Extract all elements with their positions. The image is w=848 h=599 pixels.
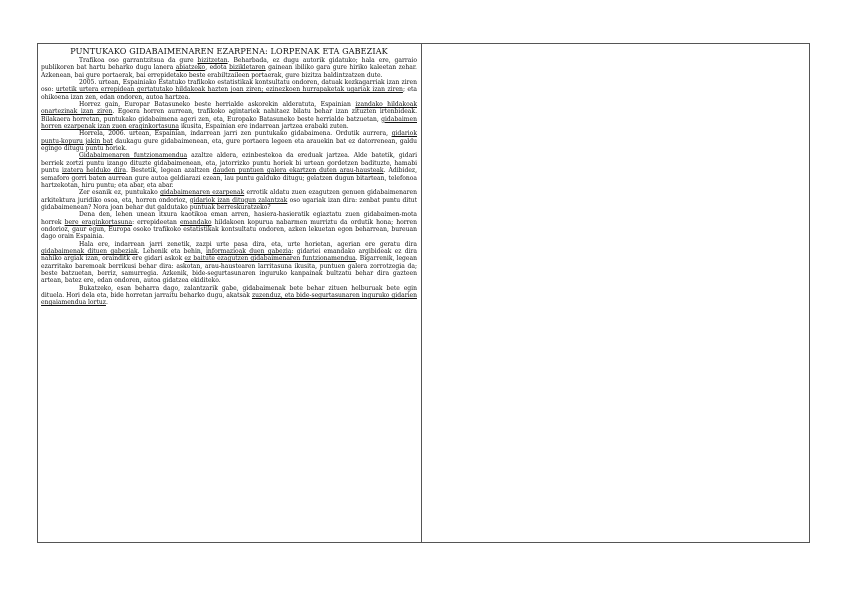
text-run: gainean ibiliko gara gure hiriko kaleetan zehar. Azkenean, bai gure portaerak, bai errepidetako beste erabiltzaileen portaerak, gure bizitza baldintzatzen dute. <box>41 64 417 79</box>
paragraph <box>41 130 417 152</box>
paragraph <box>41 285 417 307</box>
underlined-phrase: izatera helduko dira <box>61 167 126 175</box>
text-run: . Egoera horren aurrean, trafikoko agintariek nahitaez bilatu behar izan zituzten irtenbideak. Bilakaera horretan, puntukako gidabaimena ageri zen, eta, Europako Batasuneko beste herrialde batzuetan, <box>41 108 417 123</box>
text-run: . Lehenik eta behin, <box>137 247 206 255</box>
text-run: . Adibidez, semaforo gorri baten aurrean gure autoa geldiarazi ezean, lau puntu galduko ditugu; gelatzen dugun bitartean, telefonoa hartzekotan, hiru puntu; eta abar, eta abar. <box>41 167 418 189</box>
underlined-phrase: informazioak duen gabezia <box>206 247 292 255</box>
paragraph <box>41 79 417 101</box>
paragraph <box>41 57 417 79</box>
underlined-phrase: zuzenduz, eta bide-segurtasunaren inguruko gidarien engaiamendua lortuz <box>41 292 417 307</box>
text-run: oso ugariak izan dira: zenbat puntu ditut gidabaimenean? Nora joan behar dut galdutako puntuak berreskuratzeko? <box>41 196 418 211</box>
text-run: errotik aldatu zuen ezagutzen genuen gidabaimenaren arkitektura juridiko osoa, eta, horren ondorioz, <box>41 189 417 204</box>
document-title: PUNTUKAKO GIDABAIMENAREN EZARPENA: LORPENAK ETA GABEZIAK <box>70 46 388 56</box>
text-run: : gidariei emandako argibideak ez dira nahiko argiak izan, orainditk ere gidari askok <box>41 247 417 263</box>
text-run: Hala ere, indarrean jarri zenetik, zazpi urte pasa dira, eta, urte horietan, agerian ere geratu dira <box>79 240 417 248</box>
underlined-phrase: ez baitute ezagutzen gidabaimenaren funtzionamendua <box>184 255 356 263</box>
text-run: ikusita, Espainian ere indarrean jartzea erabaki zuten. <box>179 123 349 131</box>
text-run: Horrela, 2006. urtean, Espainian, indarrean jarri zen puntukako gidabaimena. Ordutik aurrera, <box>79 130 392 138</box>
text-run: : errepideetan <box>132 218 180 226</box>
text-run: azaltze aldera, ezinbestekoa da ereduak jartzea. Alde batetik, gidari berriek zortzi puntu izango dituzte gidabaimenean, eta, jatorrizko puntu horiek bi urtean gordetzen badituzte, hamabi puntu <box>41 152 418 175</box>
underlined-phrase: gidariok izan ditugun zalantzak <box>189 196 288 204</box>
underlined-phrase: gidariok puntu-kopuru jakin bat <box>41 130 417 145</box>
text-run: hildakoen kopurua nabarmen murriztu da ordutik hona; horren ondorioz, gaur egun, Europa osoko trafikoko estatistikak kontsultatu ondoren, azken lekuetan egon beharrean, bureuan dago orain Espainia. <box>41 218 417 241</box>
underlined-phrase: bizikletaren <box>229 64 266 72</box>
paragraph <box>41 101 417 130</box>
paragraph <box>41 189 417 211</box>
text-run: 2005. urtean, Espainiako Estatuko trafikoko estatistikak kontsultatu ondoren, datuak kezkagarriak izan ziren oso: <box>41 79 417 94</box>
text-run: . <box>105 299 108 307</box>
document-body <box>41 57 417 307</box>
text-run: Horrez gain, Europar Batasuneko beste herrialde askorekin alderatuta, Espainian <box>79 101 356 109</box>
underlined-phrase: emandako <box>179 218 212 226</box>
underlined-phrase: gidabaimen horren ezarpenak izan zuen eraginkortasuna <box>41 115 417 131</box>
left-column <box>41 46 417 307</box>
underlined-phrase: bere eraginkortasuna <box>64 218 133 226</box>
text-run: Dena den, lehen unean itxura kaotikoa eman arren, hasiera-hasieratik egiaztatu zuen gidabaimen-mota horrek <box>41 211 417 226</box>
text-run: daukagu gure gidabaimenean, eta, gure portaera legeen eta arauekin bat ez datorrenean, galdu egingo ditugu puntu horiek. <box>41 137 417 153</box>
document-table <box>37 43 810 543</box>
underlined-phrase: Gidabaimenaren funtzionamendua <box>79 152 188 160</box>
underlined-phrase: urtetik urtera errepidean gertatutako hildakoak hazten joan ziren; ezinezkoen hurrapaketak ugariak izan ziren <box>55 86 403 94</box>
text-run: Zer esanik ez, puntukako <box>79 189 161 197</box>
paragraph <box>41 152 417 189</box>
text-run: Bukatzeko, esan beharra dago, zalantzarik gabe, gidabaimenak bete behar zituen helburuak bete egin dituela. Hori dela eta, bide horretan jarraitu beharko dugu, akatsak <box>41 284 417 299</box>
underlined-phrase: dauden puntuen galera ekartzen duten arau-hausteak <box>212 167 384 175</box>
underlined-phrase: gidabaimenaren ezarpenak <box>160 189 245 197</box>
right-column-empty <box>422 44 809 542</box>
text-run: ; eta ohikoena izan zen, edan ondoren, autoa hartzea. <box>41 86 418 101</box>
underlined-phrase: bizitzetan <box>197 57 228 64</box>
paragraph <box>41 211 417 240</box>
underlined-phrase: abiatzeko <box>175 64 206 72</box>
text-run: . Bigarrenik, legean ezarritako baremoak berrikusi behar dira: askotan, arau-haustearen larritasuna ikusita, puntuen galera zorrotzegia da; beste batzuetan, berriz, samurregia. Azkenik, bide-segurtasunaren inguruko kanpainak bultzatu behar dira gazteen artean, batez ere, edan ondoren, autoa gidatzea ekiditeko. <box>41 255 417 285</box>
text-run: , edota <box>205 64 230 72</box>
text-run: Trafikoa oso garrantzitsua da gure <box>79 57 198 64</box>
paragraph <box>41 241 417 285</box>
text-run: . Bestetik, legean azaltzen <box>125 167 213 175</box>
text-run: . Beharbada, ez dugu autorik gidatuko; hala ere, garraio publikoren bat hartu beharko dugu lanera <box>41 57 417 72</box>
underlined-phrase: gidabaimenak dituen gabeziak <box>41 247 138 255</box>
underlined-phrase: izandako hildakoak onartezinak izan ziren <box>41 101 417 116</box>
